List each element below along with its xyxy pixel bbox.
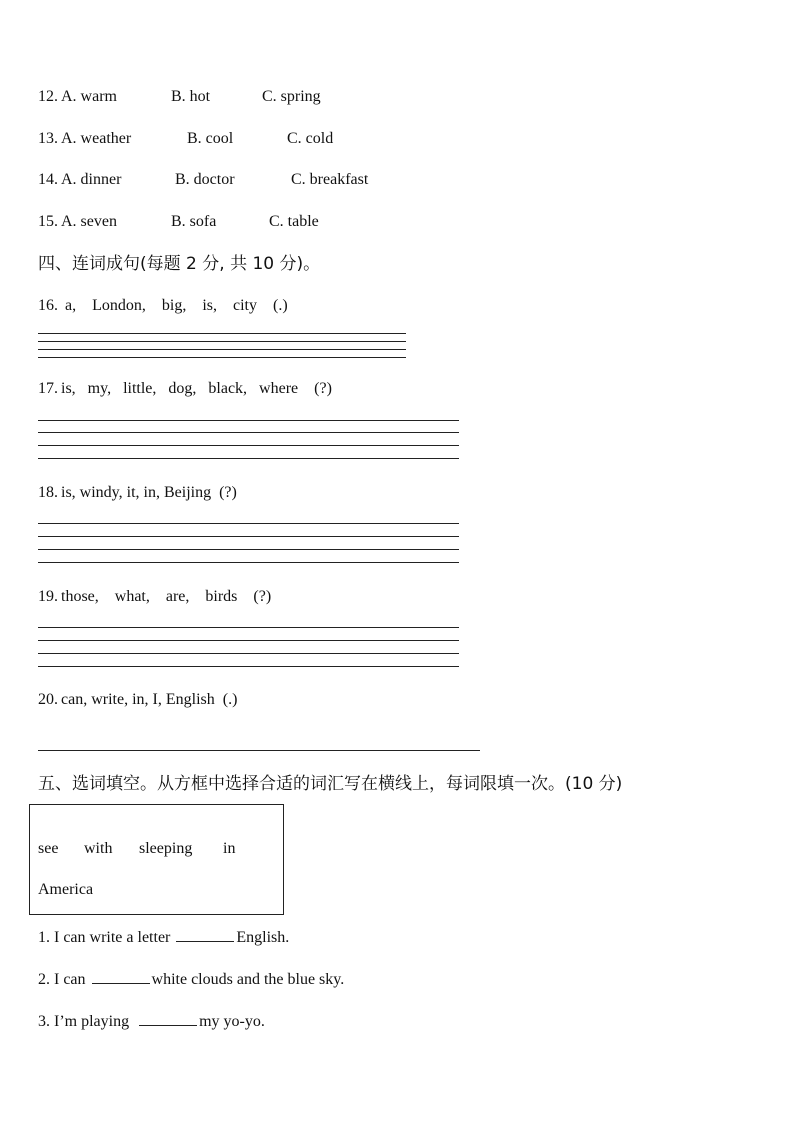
option-c: C. table <box>269 213 319 230</box>
option-c: C. spring <box>262 88 321 105</box>
question-number: 15. <box>38 213 58 230</box>
option-b: B. sofa <box>171 213 217 230</box>
word-box-item: America <box>38 881 94 898</box>
blank-input[interactable] <box>176 927 234 942</box>
answer-line[interactable] <box>38 536 459 537</box>
section4-heading: 四、连词成句(每题 2 分, 共 10 分)。 <box>38 254 321 274</box>
answer-line[interactable] <box>38 562 459 563</box>
answer-line[interactable] <box>38 420 459 421</box>
answer-line[interactable] <box>38 640 459 641</box>
option-b: B. doctor <box>175 171 235 188</box>
answer-line[interactable] <box>38 666 459 667</box>
answer-line[interactable] <box>38 523 459 524</box>
answer-line[interactable] <box>38 432 459 433</box>
question-number: 12. <box>38 88 58 105</box>
answer-line[interactable] <box>38 458 459 459</box>
answer-line[interactable] <box>38 653 459 654</box>
blank-input[interactable] <box>139 1011 197 1026</box>
question-number: 16. <box>38 297 58 314</box>
option-a: A. weather <box>61 130 132 147</box>
fill-sentence-3 <box>38 1011 265 1032</box>
blank-input[interactable] <box>92 969 150 984</box>
question-number: 20. <box>38 691 58 708</box>
option-c: C. breakfast <box>291 171 369 188</box>
sentence-before: 1. I can write a letter <box>38 929 175 946</box>
word-box-item: in <box>223 840 236 857</box>
option-a: A. seven <box>61 213 117 230</box>
word-box-item: see <box>38 840 59 857</box>
option-a: A. dinner <box>61 171 122 188</box>
answer-line[interactable] <box>38 333 406 334</box>
fill-sentence-1 <box>38 927 289 948</box>
question-number: 14. <box>38 171 58 188</box>
answer-line[interactable] <box>38 750 480 751</box>
answer-line[interactable] <box>38 341 406 342</box>
option-b: B. hot <box>171 88 211 105</box>
sentence-after: English. <box>236 929 290 946</box>
sentence-after: white clouds and the blue sky. <box>151 971 345 988</box>
sentence-before: 2. I can <box>38 971 90 988</box>
question-text: a, London, big, is, city (.) <box>65 297 288 314</box>
option-a: A. warm <box>61 88 117 105</box>
answer-line[interactable] <box>38 549 459 550</box>
sentence-after: my yo-yo. <box>199 1013 265 1030</box>
sentence-before: 3. I’m playing <box>38 1013 138 1030</box>
word-box-item: with <box>84 840 113 857</box>
question-number: 13. <box>38 130 58 147</box>
question-number: 18. <box>38 484 58 501</box>
option-b: B. cool <box>187 130 234 147</box>
word-box-item: sleeping <box>139 840 193 857</box>
question-text: those, what, are, birds (?) <box>61 588 272 605</box>
question-number: 19. <box>38 588 58 605</box>
question-text: is, my, little, dog, black, where (?) <box>61 380 332 397</box>
option-c: C. cold <box>287 130 334 147</box>
question-number: 17. <box>38 380 58 397</box>
answer-line[interactable] <box>38 445 459 446</box>
question-text: is, windy, it, in, Beijing (?) <box>61 484 237 501</box>
answer-line[interactable] <box>38 349 406 350</box>
fill-sentence-2 <box>38 969 344 990</box>
answer-line[interactable] <box>38 357 406 358</box>
question-text: can, write, in, I, English (.) <box>61 691 238 708</box>
answer-line[interactable] <box>38 627 459 628</box>
section5-heading: 五、选词填空。从方框中选择合适的词汇写在横线上，每词限填一次。(10 分) <box>38 774 623 794</box>
